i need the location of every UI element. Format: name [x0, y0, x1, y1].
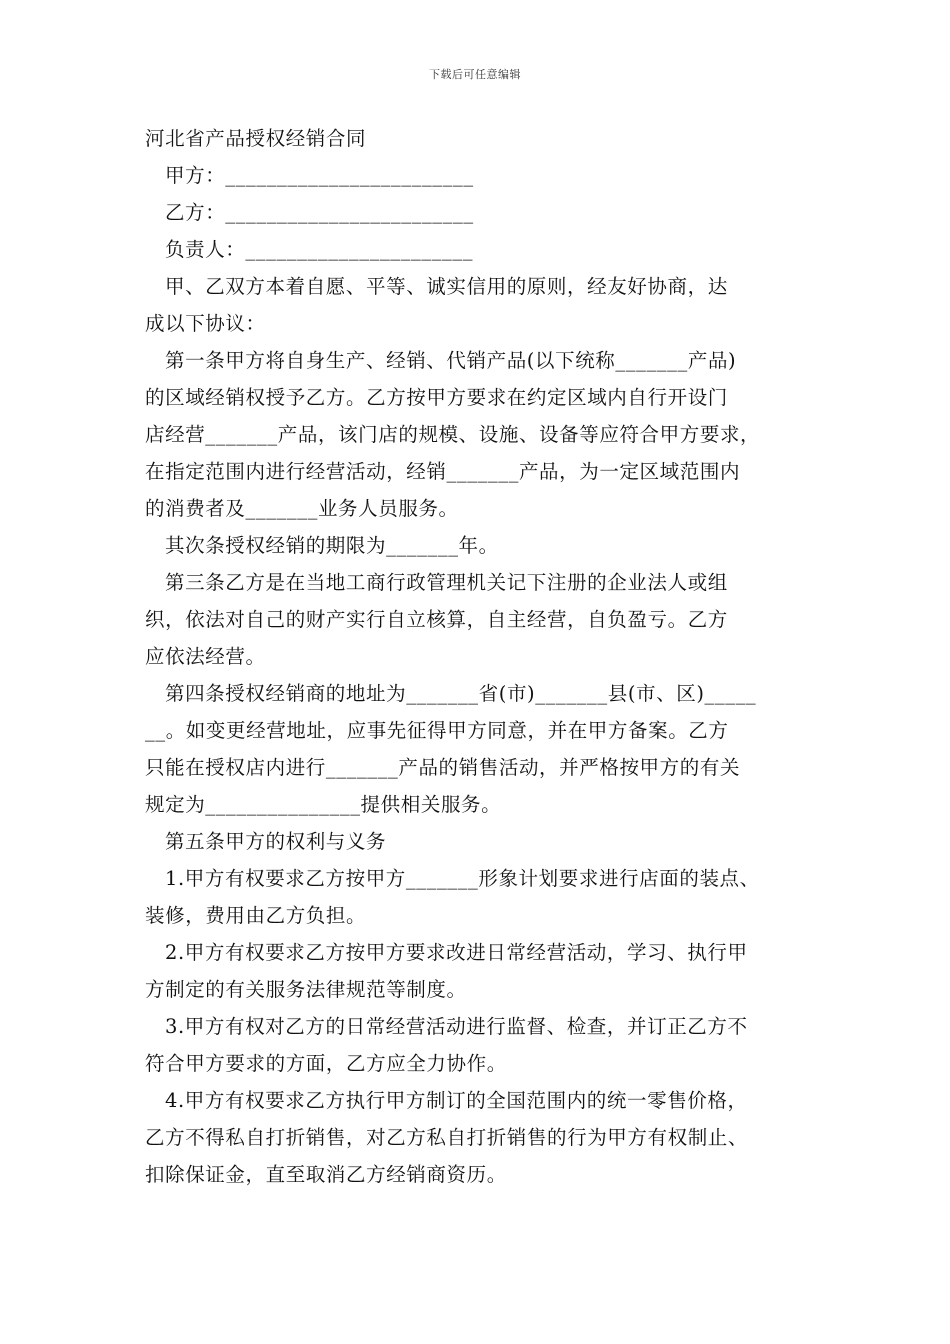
item4-line: 扣除保证金，直至取消乙方经销商资历。	[145, 1163, 507, 1186]
article3-line: 第三条乙方是在当地工商行政管理机关记下注册的企业法人或组	[165, 571, 728, 594]
party-b-line: 乙方：________________________	[165, 201, 474, 224]
preamble-line: 甲、乙双方本着自愿、平等、诚实信用的原则，经友好协商，达	[165, 275, 728, 298]
document-title: 河北省产品授权经销合同	[145, 127, 367, 150]
item4-line: 乙方不得私自打折销售，对乙方私自打折销售的行为甲方有权制止、	[145, 1126, 749, 1149]
article5-title: 第五条甲方的权利与义务	[165, 830, 387, 853]
item1-line: 装修，费用由乙方负担。	[145, 904, 367, 927]
article1-line: 店经营_______产品，该门店的规模、设施、设备等应符合甲方要求，	[145, 423, 761, 446]
item1-line: 1.甲方有权要求乙方按甲方_______形象计划要求进行店面的装点、	[165, 867, 760, 890]
responsible-line: 负责人：______________________	[165, 238, 474, 261]
item2-line: 2.甲方有权要求乙方按甲方要求改进日常经营活动，学习、执行甲	[165, 941, 748, 964]
party-a-line: 甲方：________________________	[165, 164, 474, 187]
article2-line: 其次条授权经销的期限为_______年。	[165, 534, 499, 557]
document-body	[145, 120, 810, 1193]
article3-line: 应依法经营。	[145, 645, 266, 668]
item4-line: 4.甲方有权要求乙方执行甲方制订的全国范围内的统一零售价格，	[165, 1089, 748, 1112]
article1-line: 的区域经销权授予乙方。乙方按甲方要求在约定区域内自行开设门	[145, 386, 728, 409]
article1-line: 在指定范围内进行经营活动，经销_______产品，为一定区域范围内	[145, 460, 741, 483]
preamble-line: 成以下协议：	[145, 312, 266, 335]
article3-line: 织，依法对自己的财产实行自立核算，自主经营，自负盈亏。乙方	[145, 608, 728, 631]
article4-line: 只能在授权店内进行_______产品的销售活动，并严格按甲方的有关	[145, 756, 741, 779]
article1-line: 的消费者及_______业务人员服务。	[145, 497, 459, 520]
article4-line: __。如变更经营地址，应事先征得甲方同意，并在甲方备案。乙方	[145, 719, 729, 742]
article4-line: 第四条授权经销商的地址为_______省(市)_______县(市、区)_____	[165, 682, 757, 705]
article1-line: 第一条甲方将自身生产、经销、代销产品(以下统称_______产品)	[165, 349, 737, 372]
item2-line: 方制定的有关服务法律规范等制度。	[145, 978, 467, 1001]
article4-line: 规定为_______________提供相关服务。	[145, 793, 502, 816]
item3-line: 符合甲方要求的方面，乙方应全力协作。	[145, 1052, 507, 1075]
item3-line: 3.甲方有权对乙方的日常经营活动进行监督、检查，并订正乙方不	[165, 1015, 748, 1038]
header-note: 下载后可任意编辑	[429, 68, 521, 81]
